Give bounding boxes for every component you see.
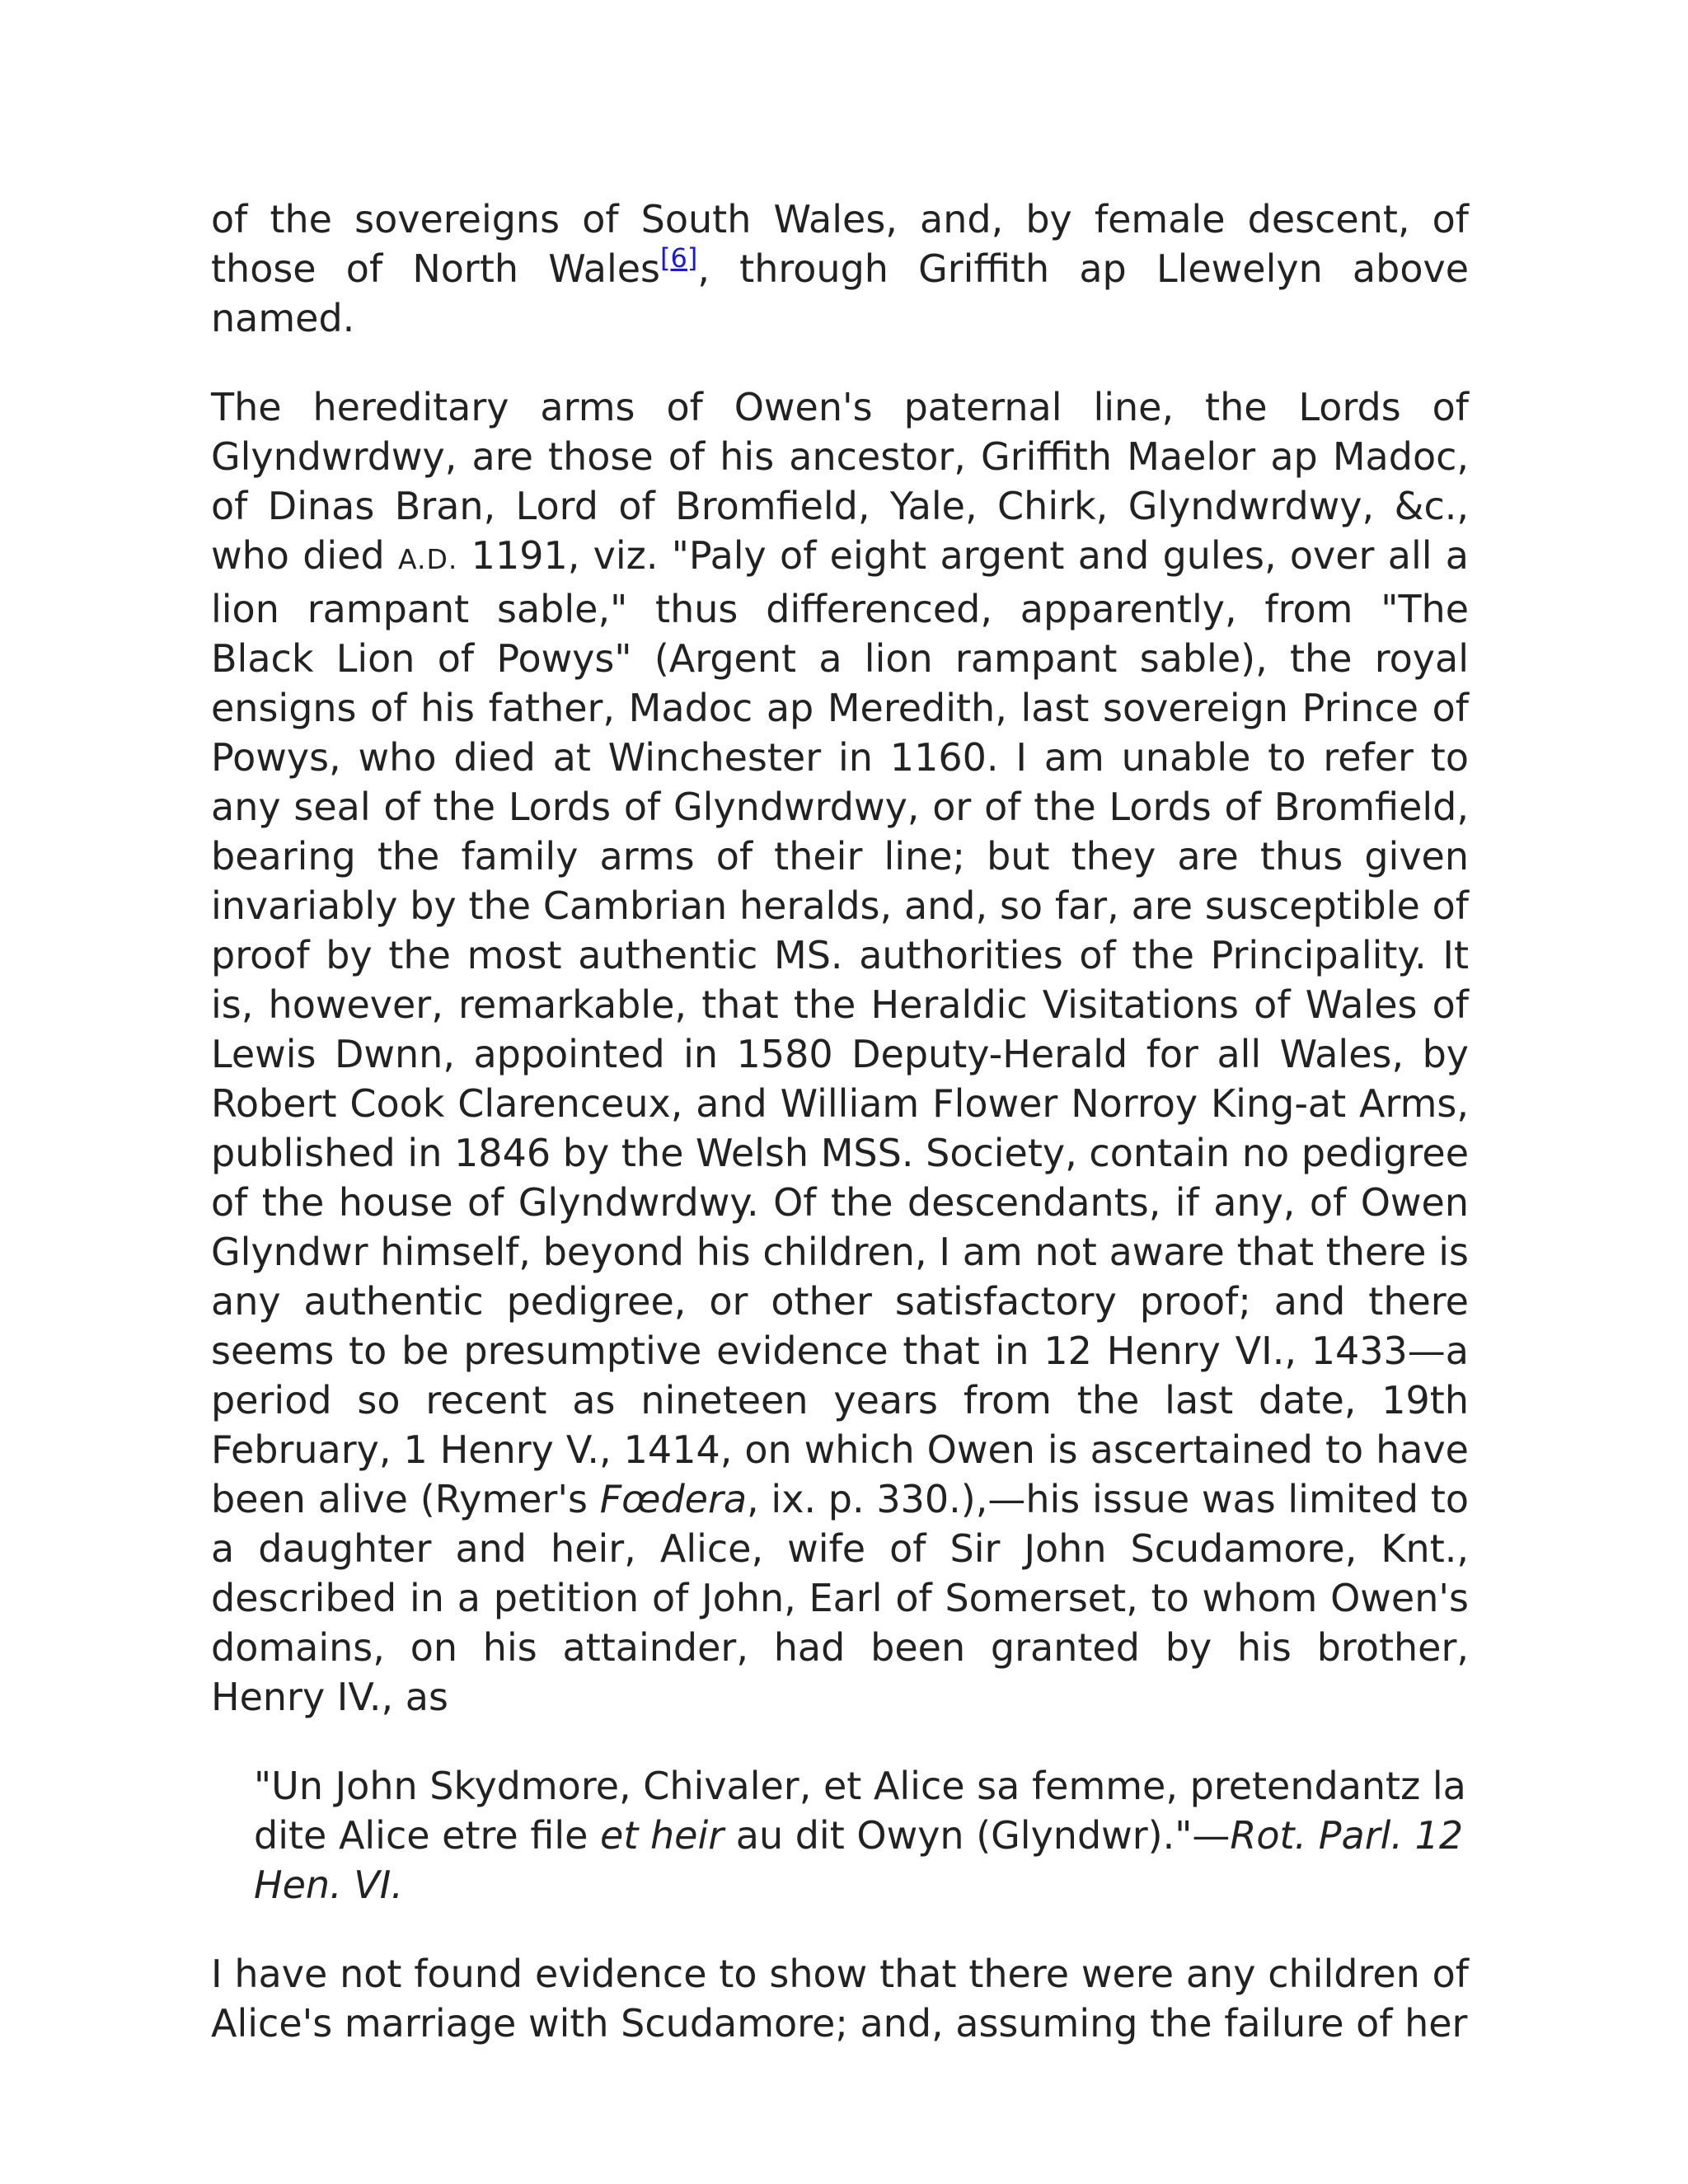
quote-italic: et heir: [600, 1813, 724, 1858]
paragraph-sovereigns: [211, 194, 1469, 343]
paragraph-hereditary-arms: [211, 382, 1469, 1722]
blockquote-petition: [254, 1761, 1469, 1910]
footnote-reference: [660, 242, 697, 274]
paragraph-text: of the sovereigns of South Wales, and, by female descent, of those of North Wales: [211, 197, 1469, 291]
paragraph-text: , ix. p. 330.),—his issue was limited to a daughter and heir, Alice, wife of Sir John Scudamore, Knt., described in a petition of John, Earl of Somerset, to whom Owen's domains, on his attainder, had been granted by his brother, Henry IV., as: [211, 1477, 1470, 1719]
paragraph-text: , through Griffith ap Llewelyn above named.: [211, 246, 1469, 340]
paragraph-text: The hereditary arms of Owen's paternal line, the Lords of Glyndwrdwy, are those of his ancestor, Griffith Maelor ap Madoc, of Dinas Bran, Lord of Bromfield, Yale, Chirk, Glyndwrdwy, &c., who died: [211, 385, 1469, 578]
paragraph-text: I have not found evidence to show that there were any children of Alice's marriage with Scudamore; and, assuming the failure of her: [211, 1952, 1469, 2046]
paragraph-text: 1191, viz. "Paly of eight argent and gules, over all a lion rampant sable," thus differenced, apparently, from "The Black Lion of Powys" (Argent a lion rampant sable), the royal ensigns of his father, Madoc ap Meredith, last sovereign Prince of Powys, who died at Winchester in 1160. I am unable to refer to any seal of the Lords of Glyndwrdwy, or of the Lords of Bromfield, bearing the family arms of their line; but they are thus given invariably by the Cambrian heralds, and, so far, are susceptible of proof by the most authentic MS. authorities of the Principality. It is, however, remarkable, that the Heraldic Visitations of Wales of Lewis Dwnn, appointed in 1580 Deputy-Herald for all Wales, by Robert Cook Clarenceux, and William Flower Norroy King-at Arms, published in 1846 by the Welsh MSS. Society, contain no pedigree of the house of Glyndwrdwy. Of the descendants, if any, of Owen Glyndwr himself, beyond his children, I am not aware that there is any authentic pedigree, or other satisfactory proof; and there seems to be presumptive evidence that in 12 Henry VI., 1433—a period so recent as nineteen years from the last date, 19th February, 1 Henry V., 1414, on which Owen is ascertained to have been alive (Rymer's: [211, 533, 1469, 1521]
quote-text: au dit Owyn (Glyndwr)."—: [724, 1813, 1231, 1858]
footnote-link-6[interactable]: [6]: [660, 242, 698, 274]
quote-text: "Un John Skydmore, Chivaler, et Alice sa femme, pretendantz la dite Alice etre file: [254, 1764, 1466, 1858]
italic-title-foedera: Fœdera: [599, 1477, 748, 1521]
quote-citation: Rot. Parl. 12 Hen. VI.: [254, 1813, 1464, 1907]
paragraph-scudamore: [211, 1949, 1469, 2048]
anno-domini-abbrev: A.D.: [398, 543, 458, 575]
document-page: [211, 194, 1469, 2048]
